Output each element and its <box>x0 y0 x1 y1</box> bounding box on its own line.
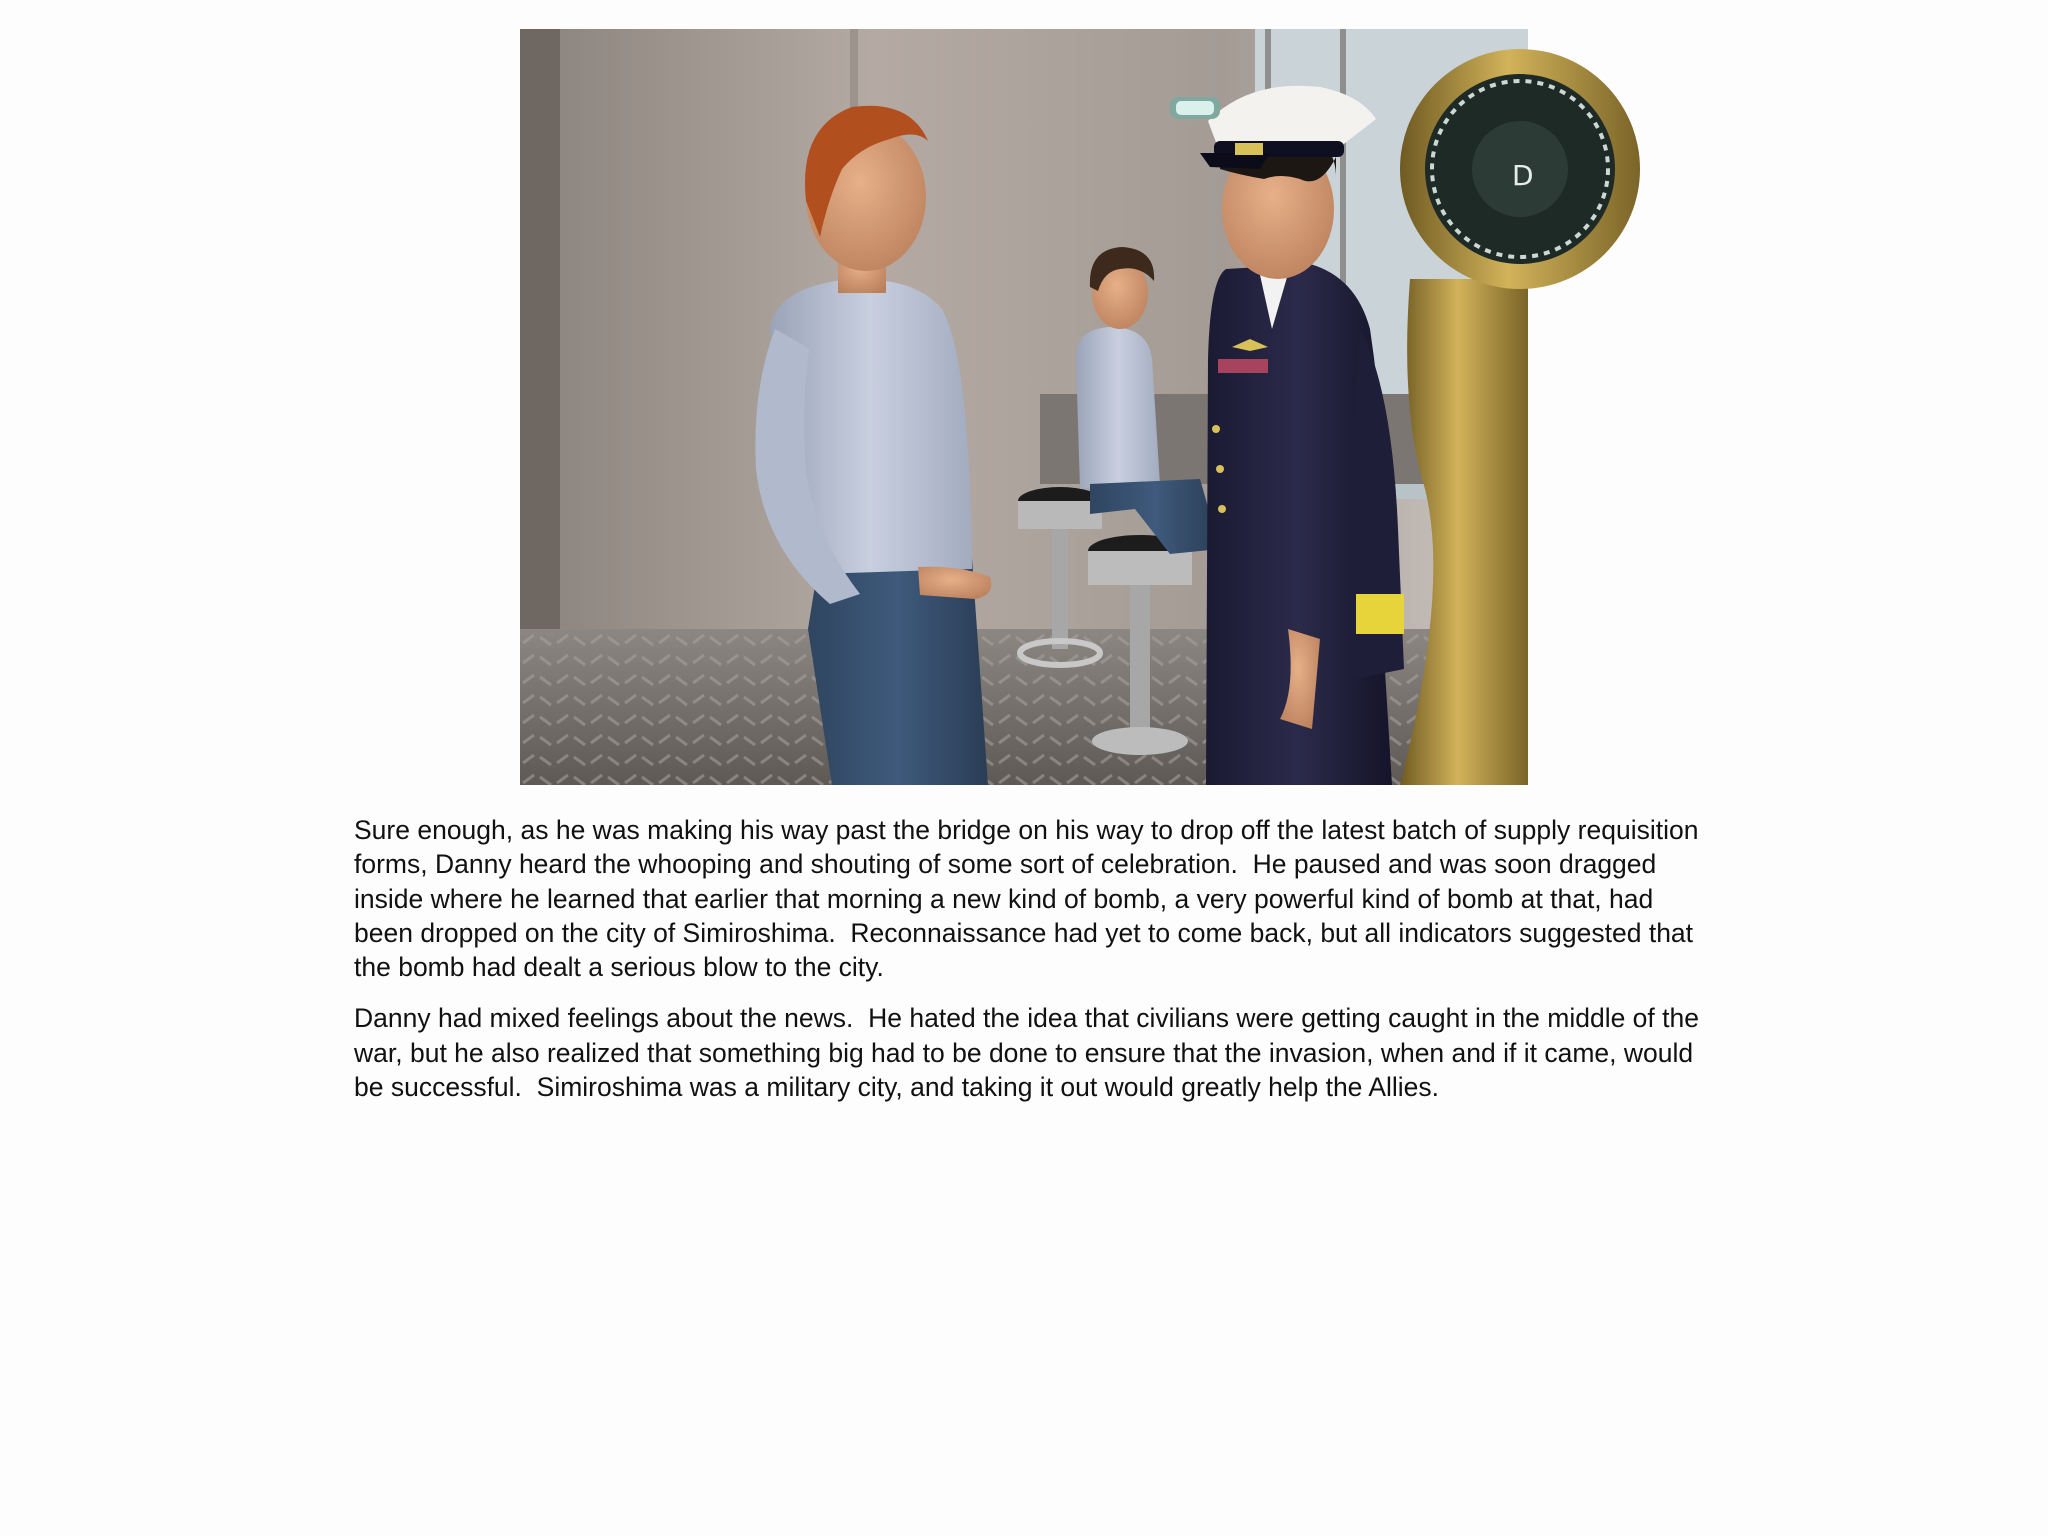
engine-telegraph <box>1400 49 1640 785</box>
story-paragraph-2: Danny had mixed feelings about the news. He hated the idea that civilians were getting caught in the middle of the war, but he also realized that something big had to be done to ensure that the invasion, when and if it came, would be successful. Simiroshima was a military city, and taking it out would greatly help the Allies. <box>354 1003 1707 1103</box>
signal-lamp-icon <box>1170 97 1220 119</box>
ship-bridge-scene <box>520 29 1534 785</box>
story-paragraph-1: Sure enough, as he was making his way past the bridge on his way to drop off the latest batch of supply requisition forms, Danny heard the whooping and shouting of some sort of celebration. He paused and was soon dragged inside where he learned that earlier that morning a new kind of bomb, a very powerful kind of bomb at that, had been dropped on the city of Simiroshima. Reconnaissance had yet to come back, but all indicators suggested that the bomb had dealt a serious blow to the city. <box>354 815 1706 983</box>
story-illustration <box>520 29 1534 785</box>
svg-text:D: D <box>1512 159 1534 192</box>
story-text <box>354 813 1707 1121</box>
